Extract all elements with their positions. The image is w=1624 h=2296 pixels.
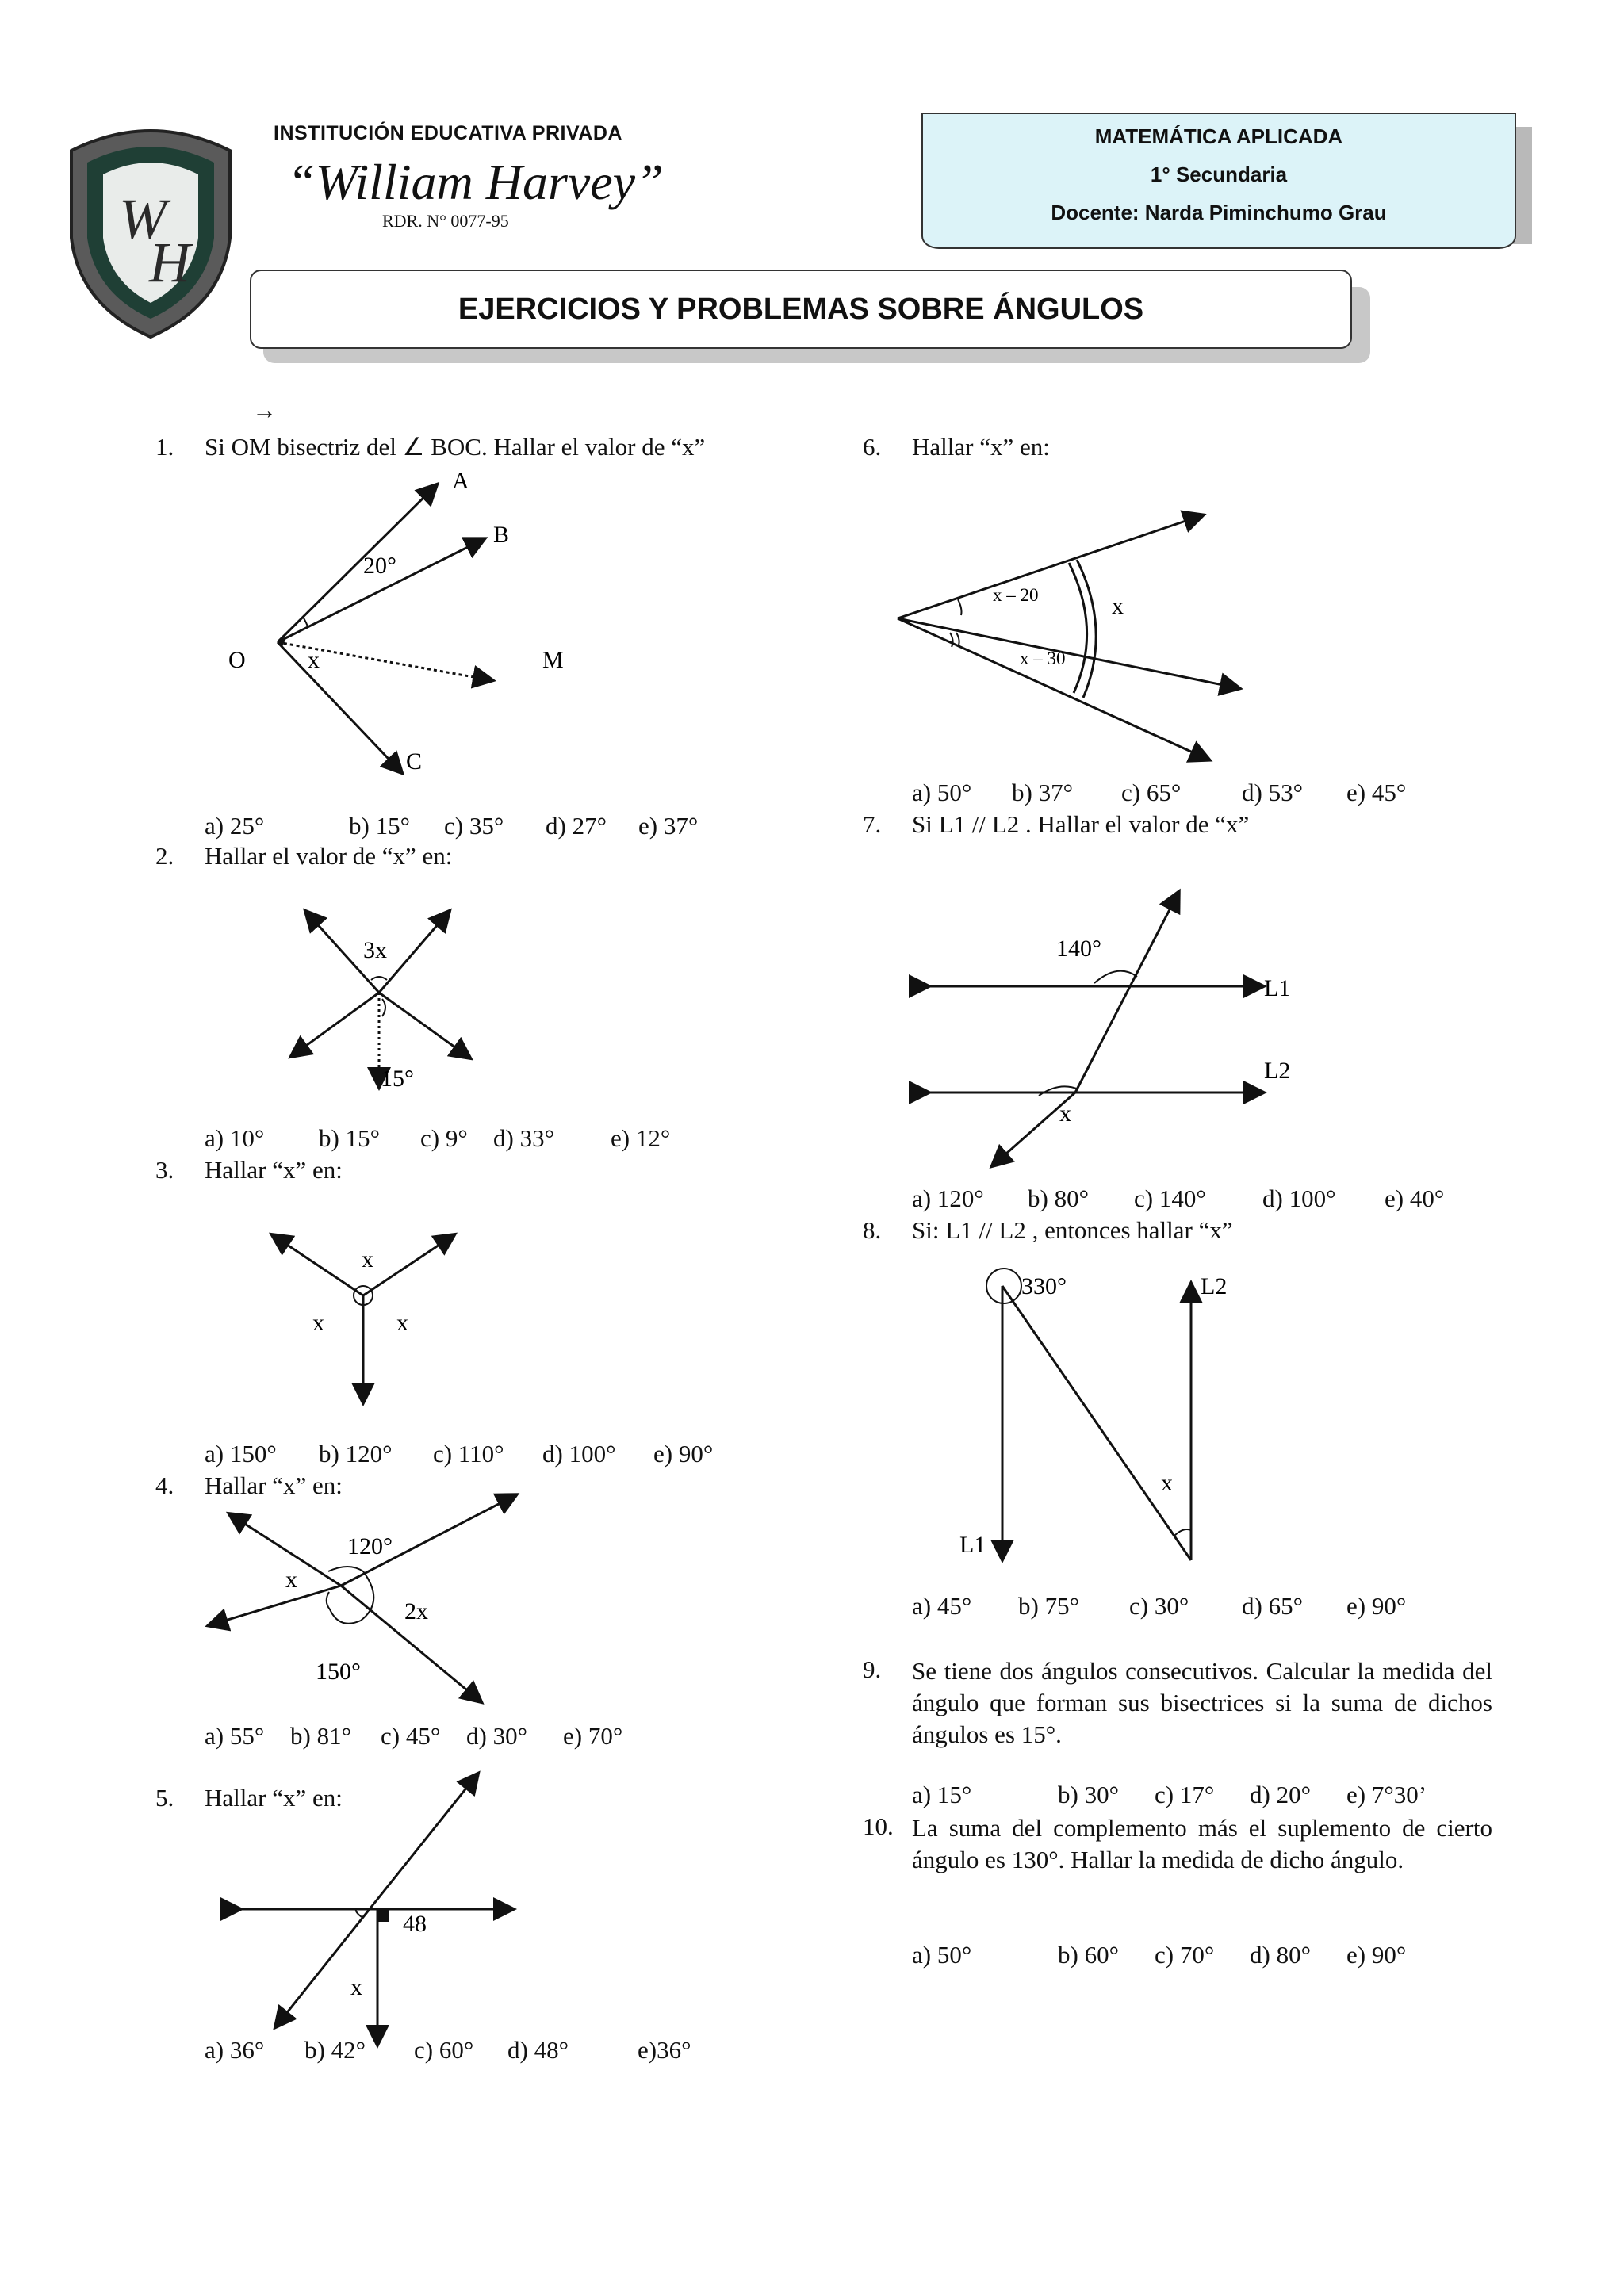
- logo-letter-w: W: [119, 187, 167, 251]
- problem-10-answer-d: d) 80°: [1250, 1941, 1311, 1969]
- problem-7-number: 7.: [863, 810, 882, 838]
- problem-10-answer-b: b) 60°: [1058, 1941, 1119, 1969]
- label-x-right: x: [396, 1310, 408, 1336]
- label-x-minus-30: x – 30: [1020, 649, 1066, 668]
- logo-letter-h: H: [149, 231, 190, 294]
- problem-3-answer-c: c) 110°: [433, 1440, 504, 1468]
- problem-1-figure: [214, 460, 564, 785]
- teacher-name: Docente: Narda Piminchumo Grau: [1051, 201, 1387, 224]
- problem-9-answer-e: e) 7°30’: [1346, 1781, 1427, 1808]
- problem-8-answer-b: b) 75°: [1018, 1592, 1079, 1620]
- title-box: [250, 270, 1352, 349]
- school-logo: [63, 119, 238, 341]
- problem-8-answer-d: d) 65°: [1242, 1592, 1303, 1620]
- label-150: 150°: [316, 1659, 361, 1685]
- problem-4-answer-c: c) 45°: [381, 1722, 441, 1750]
- problem-4-answer-a: a) 55°: [205, 1722, 265, 1750]
- problem-6-answer-e: e) 45°: [1346, 779, 1407, 806]
- label-l2: L2: [1264, 1058, 1291, 1084]
- problem-9-answer-d: d) 20°: [1250, 1781, 1311, 1808]
- problem-8-statement: Si: L1 // L2 , entonces hallar “x”: [912, 1216, 1233, 1244]
- problem-1-answer-e: e) 37°: [638, 812, 699, 840]
- problem-7-statement: Si L1 // L2 . Hallar el valor de “x”: [912, 810, 1250, 838]
- problem-7-answer-b: b) 80°: [1028, 1184, 1089, 1212]
- label-140: 140°: [1056, 936, 1101, 962]
- problem-5-answer-b: b) 42°: [304, 2036, 366, 2064]
- problem-7-figure: [920, 880, 1300, 1173]
- label-48: 48: [403, 1911, 427, 1937]
- problem-6-answer-c: c) 65°: [1121, 779, 1182, 806]
- problem-9-answer-b: b) 30°: [1058, 1781, 1119, 1808]
- problem-8-number: 8.: [863, 1216, 882, 1244]
- label-x: x: [285, 1567, 297, 1593]
- label-330: 330°: [1021, 1273, 1067, 1299]
- problem-2-answer-d: d) 33°: [493, 1124, 554, 1152]
- grade-level: 1° Secundaria: [1150, 163, 1288, 186]
- problem-1-answer-c: c) 35°: [444, 812, 504, 840]
- problem-9-answer-c: c) 17°: [1155, 1781, 1215, 1808]
- problem-2-statement: Hallar el valor de “x” en:: [205, 842, 453, 870]
- problem-5-answer-a: a) 36°: [205, 2036, 265, 2064]
- problem-1-statement: Si OM bisectriz del ∠ BOC. Hallar el valor de “x”: [205, 433, 706, 461]
- problem-7-answer-d: d) 100°: [1262, 1184, 1336, 1212]
- problem-3-answer-b: b) 120°: [319, 1440, 393, 1468]
- problem-7-answer-a: a) 120°: [912, 1184, 984, 1212]
- vector-arrow: →: [252, 396, 277, 424]
- problem-10-answer-c: c) 70°: [1155, 1941, 1215, 1969]
- problem-4-answer-d: d) 30°: [466, 1722, 527, 1750]
- problem-2-figure: [270, 888, 508, 1094]
- problem-2-answer-e: e) 12°: [611, 1124, 671, 1152]
- problem-1-answer-b: b) 15°: [349, 812, 410, 840]
- problem-3-figure: [254, 1213, 460, 1411]
- problem-10-number: 10.: [863, 1812, 894, 1840]
- label-o: O: [228, 647, 246, 673]
- problem-4-answer-b: b) 81°: [290, 1722, 351, 1750]
- problem-6-answer-d: d) 53°: [1242, 779, 1303, 806]
- label-b: B: [493, 522, 510, 548]
- problem-1-answer-a: a) 25°: [205, 812, 265, 840]
- problem-5-statement: Hallar “x” en:: [205, 1784, 343, 1812]
- problem-10-answer-e: e) 90°: [1346, 1941, 1407, 1969]
- label-20: 20°: [363, 553, 396, 579]
- problem-8-answer-e: e) 90°: [1346, 1592, 1407, 1620]
- problem-2-answer-a: a) 10°: [205, 1124, 265, 1152]
- label-x: x: [1112, 593, 1124, 619]
- problem-9-answer-a: a) 15°: [912, 1781, 972, 1808]
- problem-1-answer-d: d) 27°: [546, 812, 607, 840]
- problem-5-number: 5.: [155, 1784, 174, 1812]
- problem-2-answer-b: b) 15°: [319, 1124, 380, 1152]
- problem-5-figure: [222, 1768, 523, 2053]
- problem-6-number: 6.: [863, 433, 882, 461]
- problem-9-statement: Se tiene dos ángulos consecutivos. Calcular la medida del ángulo que forman sus bisectrices si la suma de dichos ángulos es 15°.: [912, 1657, 1492, 1748]
- problem-3-answer-d: d) 100°: [542, 1440, 616, 1468]
- problem-10-answer-a: a) 50°: [912, 1941, 972, 1969]
- label-a: A: [452, 468, 469, 494]
- problem-3-statement: Hallar “x” en:: [205, 1156, 343, 1184]
- problem-8-answer-a: a) 45°: [912, 1592, 972, 1620]
- page-title: EJERCICIOS Y PROBLEMAS SOBRE ÁNGULOS: [458, 292, 1144, 326]
- problem-4-figure: [198, 1483, 531, 1705]
- problem-5-answer-c: c) 60°: [414, 2036, 474, 2064]
- problem-5-answer-e: e)36°: [638, 2036, 691, 2064]
- label-l1: L1: [959, 1532, 986, 1558]
- problem-3-number: 3.: [155, 1156, 174, 1184]
- label-m: M: [542, 647, 564, 673]
- problem-6-figure: [888, 499, 1253, 769]
- problem-7-answer-c: c) 140°: [1134, 1184, 1206, 1212]
- label-x: x: [1059, 1100, 1071, 1127]
- label-l1: L1: [1264, 975, 1291, 1001]
- problem-4-answer-e: e) 70°: [563, 1722, 623, 1750]
- problem-6-statement: Hallar “x” en:: [912, 433, 1050, 461]
- problem-7-answer-e: e) 40°: [1385, 1184, 1445, 1212]
- label-c: C: [406, 748, 423, 775]
- rdr-number: RDR. N° 0077-95: [382, 211, 509, 231]
- label-3x: 3x: [363, 937, 387, 963]
- problem-6-answer-a: a) 50°: [912, 779, 972, 806]
- problem-3-answer-e: e) 90°: [653, 1440, 714, 1468]
- label-x-minus-20: x – 20: [993, 585, 1039, 605]
- problem-3-answer-a: a) 150°: [205, 1440, 277, 1468]
- label-l2: L2: [1201, 1273, 1228, 1299]
- course-name: MATEMÁTICA APLICADA: [1094, 124, 1343, 148]
- problem-9-number: 9.: [863, 1655, 882, 1683]
- problem-8-figure: [952, 1253, 1285, 1570]
- course-card: [921, 113, 1516, 249]
- label-x: x: [1161, 1470, 1173, 1496]
- label-15: 15°: [381, 1066, 414, 1092]
- problem-8-answer-c: c) 30°: [1129, 1592, 1189, 1620]
- institution-name: INSTITUCIÓN EDUCATIVA PRIVADA: [274, 122, 622, 144]
- label-x-top: x: [362, 1246, 373, 1272]
- problem-5-answer-d: d) 48°: [508, 2036, 569, 2064]
- label-x: x: [308, 647, 320, 673]
- problem-6-answer-b: b) 37°: [1012, 779, 1073, 806]
- problem-2-answer-c: c) 9°: [420, 1124, 468, 1152]
- problem-2-number: 2.: [155, 842, 174, 870]
- label-120: 120°: [347, 1533, 393, 1559]
- label-2x: 2x: [404, 1598, 428, 1624]
- problem-10-statement: La suma del complemento más el suplemento de cierto ángulo es 130°. Hallar la medida de dicho ángulo.: [912, 1814, 1492, 1873]
- school-name: “William Harvey”: [287, 154, 664, 210]
- problem-1-number: 1.: [155, 433, 174, 461]
- problem-4-number: 4.: [155, 1471, 174, 1499]
- label-x-left: x: [312, 1310, 324, 1336]
- problem-4-statement: Hallar “x” en:: [205, 1471, 343, 1499]
- label-x: x: [350, 1974, 362, 2000]
